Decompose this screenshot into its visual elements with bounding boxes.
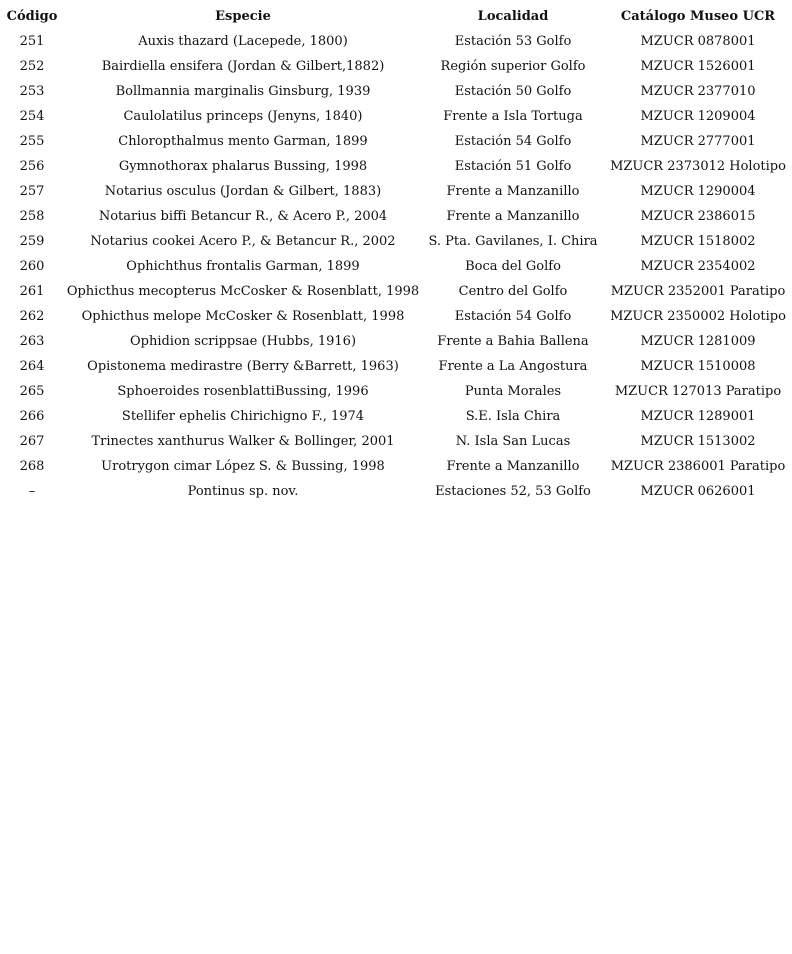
table-row <box>0 354 792 379</box>
cell-codigo: 261 <box>19 284 45 299</box>
cell-especie: Gymnothorax phalarus Bussing, 1998 <box>118 159 368 174</box>
table-row <box>0 129 792 154</box>
cell-codigo: 264 <box>19 359 45 374</box>
cell-catalogo: MZUCR 2777001 <box>640 134 756 149</box>
cell-catalogo: MZUCR 1518002 <box>640 234 756 249</box>
cell-localidad: Frente a Manzanillo <box>446 459 580 474</box>
header-localidad: Localidad <box>477 9 549 24</box>
cell-catalogo: MZUCR 1513002 <box>640 434 756 449</box>
cell-catalogo: MZUCR 1290004 <box>640 184 756 199</box>
cell-catalogo: MZUCR 1281009 <box>640 334 756 349</box>
header-catalogo: Catálogo Museo UCR <box>620 9 776 24</box>
cell-localidad: Frente a Bahia Ballena <box>437 334 589 349</box>
table-row <box>0 479 792 504</box>
cell-especie: Caulolatilus princeps (Jenyns, 1840) <box>123 109 363 124</box>
cell-codigo: 256 <box>19 159 45 174</box>
cell-localidad: N. Isla San Lucas <box>455 434 571 449</box>
cell-especie: Auxis thazard (Lacepede, 1800) <box>138 34 348 49</box>
cell-localidad: Estación 54 Golfo <box>454 309 572 324</box>
cell-localidad: S. Pta. Gavilanes, I. Chira <box>428 234 598 249</box>
cell-catalogo: MZUCR 2377010 <box>640 84 756 99</box>
cell-codigo: 254 <box>19 109 45 124</box>
cell-catalogo: MZUCR 1510008 <box>640 359 756 374</box>
cell-localidad: Estación 51 Golfo <box>454 159 572 174</box>
cell-codigo: 251 <box>19 34 45 49</box>
table-row <box>0 379 792 404</box>
cell-especie: Pontinus sp. nov. <box>187 484 299 499</box>
table-row <box>0 404 792 429</box>
table-row <box>0 279 792 304</box>
table-row <box>0 54 792 79</box>
table-row <box>0 204 792 229</box>
cell-codigo: 255 <box>19 134 45 149</box>
cell-codigo: 253 <box>19 84 45 99</box>
cell-catalogo: MZUCR 2352001 Paratipo <box>610 284 786 299</box>
table-row <box>0 304 792 329</box>
cell-especie: Ophichthus frontalis Garman, 1899 <box>126 259 360 274</box>
cell-catalogo: MZUCR 2386001 Paratipo <box>610 459 786 474</box>
table-row <box>0 254 792 279</box>
cell-especie: Chloropthalmus mento Garman, 1899 <box>118 134 368 149</box>
cell-catalogo: MZUCR 0626001 <box>640 484 756 499</box>
cell-catalogo: MZUCR 2354002 <box>640 259 756 274</box>
cell-codigo: – <box>28 484 36 499</box>
cell-codigo: 252 <box>19 59 45 74</box>
cell-especie: Bollmannia marginalis Ginsburg, 1939 <box>115 84 371 99</box>
cell-localidad: Estación 54 Golfo <box>454 134 572 149</box>
table-row <box>0 29 792 54</box>
cell-localidad: Frente a Manzanillo <box>446 209 580 224</box>
table-row <box>0 79 792 104</box>
table-header-row <box>0 4 792 29</box>
cell-localidad: Región superior Golfo <box>440 59 586 74</box>
cell-localidad: Frente a Isla Tortuga <box>443 109 583 124</box>
header-especie: Especie <box>215 9 271 24</box>
cell-localidad: Estación 50 Golfo <box>454 84 572 99</box>
cell-codigo: 263 <box>19 334 45 349</box>
cell-especie: Notarius cookei Acero P., & Betancur R., 2002 <box>90 234 396 249</box>
table-row <box>0 454 792 479</box>
cell-especie: Ophicthus mecopterus McCosker & Rosenblatt, 1998 <box>66 284 420 299</box>
cell-localidad: Estación 53 Golfo <box>454 34 572 49</box>
cell-localidad: Frente a La Angostura <box>438 359 588 374</box>
cell-especie: Opistonema medirastre (Berry &Barrett, 1963) <box>87 359 399 374</box>
table-row <box>0 154 792 179</box>
cell-catalogo: MZUCR 1209004 <box>640 109 756 124</box>
cell-catalogo: MZUCR 2386015 <box>640 209 756 224</box>
cell-catalogo: MZUCR 127013 Paratipo <box>614 384 782 399</box>
cell-codigo: 257 <box>19 184 45 199</box>
cell-catalogo: MZUCR 2350002 Holotipo <box>610 309 786 324</box>
cell-especie: Trinectes xanthurus Walker & Bollinger, 2001 <box>91 434 395 449</box>
cell-catalogo: MZUCR 1526001 <box>640 59 756 74</box>
table-row <box>0 179 792 204</box>
cell-especie: Sphoeroides rosenblattiBussing, 1996 <box>117 384 369 399</box>
cell-catalogo: MZUCR 0878001 <box>640 34 756 49</box>
cell-localidad: Punta Morales <box>464 384 562 399</box>
cell-codigo: 266 <box>19 409 45 424</box>
cell-codigo: 260 <box>19 259 45 274</box>
cell-especie: Urotrygon cimar López S. & Bussing, 1998 <box>101 459 385 474</box>
cell-localidad: Centro del Golfo <box>458 284 568 299</box>
cell-especie: Bairdiella ensifera (Jordan & Gilbert,1882) <box>101 59 385 74</box>
cell-codigo: 262 <box>19 309 45 324</box>
table-row <box>0 429 792 454</box>
cell-codigo: 268 <box>19 459 45 474</box>
table-body <box>0 29 792 504</box>
cell-especie: Stellifer ephelis Chirichigno F., 1974 <box>121 409 365 424</box>
cell-codigo: 267 <box>19 434 45 449</box>
cell-especie: Ophicthus melope McCosker & Rosenblatt, 1998 <box>81 309 405 324</box>
cell-catalogo: MZUCR 2373012 Holotipo <box>610 159 786 174</box>
cell-especie: Notarius biffi Betancur R., & Acero P., 2004 <box>98 209 388 224</box>
table-row <box>0 104 792 129</box>
cell-localidad: Frente a Manzanillo <box>446 184 580 199</box>
cell-codigo: 265 <box>19 384 45 399</box>
table-row <box>0 329 792 354</box>
cell-codigo: 258 <box>19 209 45 224</box>
cell-especie: Notarius osculus (Jordan & Gilbert, 1883) <box>104 184 382 199</box>
cell-codigo: 259 <box>19 234 45 249</box>
cell-especie: Ophidion scrippsae (Hubbs, 1916) <box>129 334 357 349</box>
species-catalog-table <box>0 4 792 504</box>
header-codigo: Código <box>6 9 58 24</box>
table-row <box>0 229 792 254</box>
cell-catalogo: MZUCR 1289001 <box>640 409 756 424</box>
cell-localidad: Boca del Golfo <box>465 259 561 274</box>
cell-localidad: S.E. Isla Chira <box>465 409 561 424</box>
cell-localidad: Estaciones 52, 53 Golfo <box>435 484 591 499</box>
